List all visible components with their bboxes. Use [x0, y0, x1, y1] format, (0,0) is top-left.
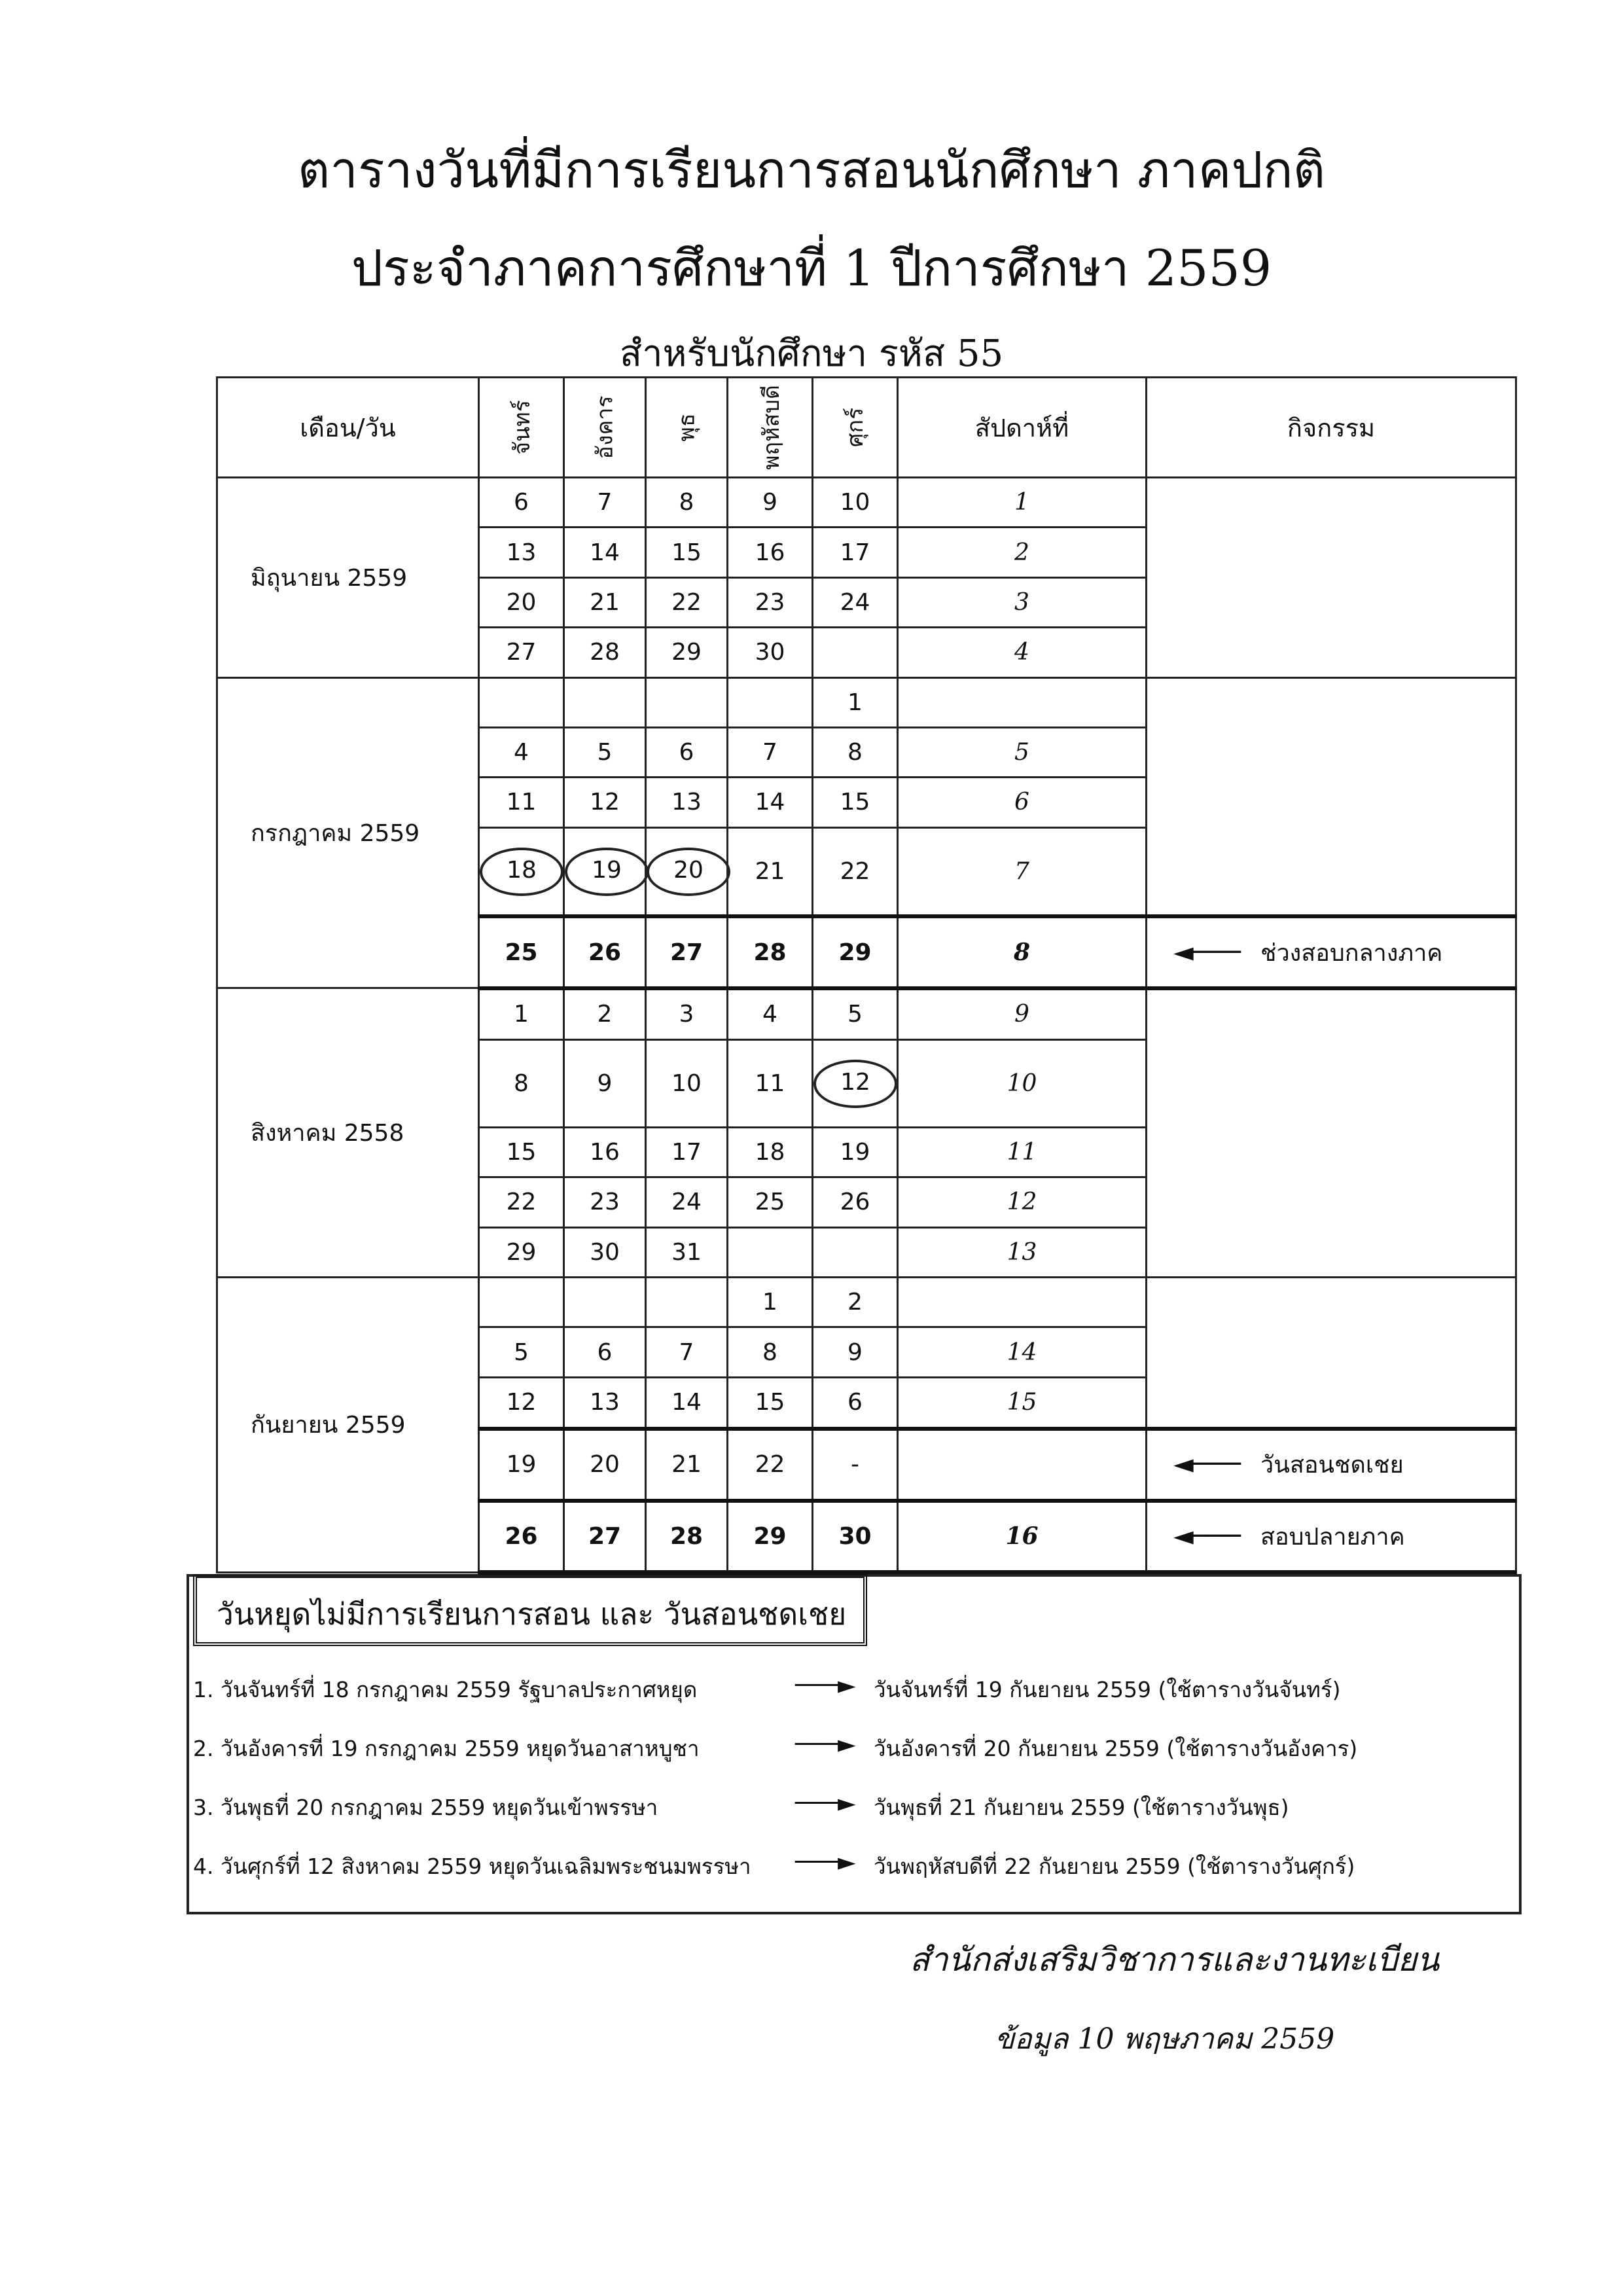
holiday-left: 4. วันศุกร์ที่ 12 สิงหาคม 2559 หยุดวันเฉลิมพระชนมพรรษา — [193, 1854, 751, 1879]
title-line-1: ตารางวันที่มีการเรียนการสอนนักศึกษา ภาคปกติ — [297, 141, 1326, 199]
month-june: มิถุนายน 2559 — [217, 478, 479, 678]
day-cell: 10 — [813, 478, 898, 528]
day-cell: 8 — [728, 1327, 813, 1377]
activity-cell — [1147, 1277, 1516, 1429]
title-line-3: สำหรับนักศึกษา รหัส 55 — [619, 332, 1004, 375]
week-cell: 10 — [898, 1040, 1147, 1128]
day-cell: 9 — [728, 478, 813, 528]
week-cell — [898, 1277, 1147, 1327]
week-cell — [898, 677, 1147, 727]
header-activity: กิจกรรม — [1147, 378, 1516, 478]
header-month-day: เดือน/วัน — [217, 378, 479, 478]
note-final: ◄─── สอบปลายภาค — [1147, 1501, 1516, 1572]
day-cell: 6 — [813, 1377, 898, 1429]
day-cell: 24 — [813, 577, 898, 627]
day-cell-circled: 12 — [813, 1040, 898, 1128]
holiday-right: วันอังคารที่ 20 กันยายน 2559 (ใช้ตารางวันอังคาร) — [874, 1736, 1358, 1761]
day-cell: 22 — [813, 827, 898, 916]
week-cell: 3 — [898, 577, 1147, 627]
day-cell: 28 — [564, 628, 646, 677]
table-row — [217, 478, 1516, 528]
week-cell: 4 — [898, 628, 1147, 677]
header-week: สัปดาห์ที่ — [898, 378, 1147, 478]
day-cell-circled: 20 — [646, 827, 728, 916]
holiday-left: 3. วันพุธที่ 20 กรกฎาคม 2559 หยุดวันเข้าพรรษา — [193, 1795, 658, 1820]
day-cell: 28 — [728, 916, 813, 988]
title-line-2: ประจำภาคการศึกษาที่ 1 ปีการศึกษา 2559 — [351, 239, 1272, 297]
day-cell: 23 — [728, 577, 813, 627]
day-cell: 16 — [564, 1127, 646, 1177]
week-cell: 5 — [898, 727, 1147, 777]
day-cell — [479, 677, 564, 727]
day-cell: 12 — [564, 778, 646, 827]
day-cell: 29 — [813, 916, 898, 988]
day-cell: 2 — [813, 1277, 898, 1327]
day-cell: 5 — [479, 1327, 564, 1377]
arrow-right-icon: ───► — [795, 1731, 856, 1758]
day-cell: 14 — [564, 528, 646, 577]
day-cell: 9 — [564, 1040, 646, 1128]
day-cell: 23 — [564, 1177, 646, 1227]
header-tue: อังคาร — [564, 378, 646, 478]
day-cell: 17 — [813, 528, 898, 577]
holiday-title: วันหยุดไม่มีการเรียนการสอน และ วันสอนชดเชย — [193, 1574, 867, 1646]
day-cell: 15 — [479, 1127, 564, 1177]
arrow-left-icon: ◄─── — [1173, 1449, 1241, 1480]
day-cell: 4 — [479, 727, 564, 777]
day-cell: 13 — [564, 1377, 646, 1429]
day-cell: 1 — [728, 1277, 813, 1327]
table-row — [217, 988, 1516, 1040]
day-cell: 7 — [728, 727, 813, 777]
day-cell: 29 — [728, 1501, 813, 1572]
week-cell: 1 — [898, 478, 1147, 528]
month-august: สิงหาคม 2558 — [217, 988, 479, 1278]
day-cell: 27 — [564, 1501, 646, 1572]
day-cell: 15 — [646, 528, 728, 577]
day-cell: 30 — [728, 628, 813, 677]
holiday-right: วันพฤหัสบดีที่ 22 กันยายน 2559 (ใช้ตารางวันศุกร์) — [874, 1854, 1355, 1879]
day-cell: 15 — [813, 778, 898, 827]
day-cell: 13 — [479, 528, 564, 577]
day-cell: 6 — [564, 1327, 646, 1377]
day-cell: 11 — [728, 1040, 813, 1128]
holiday-item — [193, 1849, 1515, 1921]
day-cell — [564, 677, 646, 727]
day-cell: 7 — [646, 1327, 728, 1377]
week-cell: 6 — [898, 778, 1147, 827]
day-cell: 11 — [479, 778, 564, 827]
day-cell: 7 — [564, 478, 646, 528]
day-cell: 26 — [564, 916, 646, 988]
header-row — [217, 378, 1516, 478]
note-midterm: ◄─── ช่วงสอบกลางภาค — [1147, 916, 1516, 988]
day-cell — [646, 677, 728, 727]
header-fri: ศุกร์ — [813, 378, 898, 478]
arrow-right-icon: ───► — [795, 1849, 856, 1876]
day-cell: 20 — [564, 1429, 646, 1500]
week-cell: 15 — [898, 1377, 1147, 1429]
day-cell: 20 — [479, 577, 564, 627]
day-cell: 16 — [728, 528, 813, 577]
holiday-left: 2. วันอังคารที่ 19 กรกฎาคม 2559 หยุดวันอาสาหบูชา — [193, 1736, 700, 1761]
day-cell: 5 — [813, 988, 898, 1040]
day-cell: 18 — [728, 1127, 813, 1177]
day-cell — [728, 1227, 813, 1277]
week-cell: 8 — [898, 916, 1147, 988]
day-cell-circled: 18 — [479, 827, 564, 916]
arrow-left-icon: ◄─── — [1173, 1520, 1241, 1551]
day-cell: 13 — [646, 778, 728, 827]
day-cell: 22 — [479, 1177, 564, 1227]
day-cell: 30 — [813, 1501, 898, 1572]
day-cell: 4 — [728, 988, 813, 1040]
day-cell: 8 — [646, 478, 728, 528]
holiday-right: วันพุธที่ 21 กันยายน 2559 (ใช้ตารางวันพุธ) — [874, 1795, 1289, 1820]
day-cell: 5 — [564, 727, 646, 777]
day-cell: 2 — [564, 988, 646, 1040]
day-cell: 10 — [646, 1040, 728, 1128]
day-cell: 28 — [646, 1501, 728, 1572]
day-cell: 31 — [646, 1227, 728, 1277]
day-cell: 30 — [564, 1227, 646, 1277]
day-cell: 17 — [646, 1127, 728, 1177]
activity-cell — [1147, 478, 1516, 678]
day-cell — [479, 1277, 564, 1327]
week-cell: 7 — [898, 827, 1147, 916]
day-cell: 8 — [813, 727, 898, 777]
header-mon: จันทร์ — [479, 378, 564, 478]
office-name: สำนักส่งเสริมวิชาการและงานทะเบียน — [910, 1941, 1440, 1979]
day-cell: 21 — [646, 1429, 728, 1500]
day-cell: 25 — [479, 916, 564, 988]
day-cell: 14 — [646, 1377, 728, 1429]
header-wed: พุธ — [646, 378, 728, 478]
table-row — [217, 677, 1516, 727]
day-cell: 3 — [646, 988, 728, 1040]
week-cell: 13 — [898, 1227, 1147, 1277]
day-cell: 8 — [479, 1040, 564, 1128]
day-cell: 26 — [813, 1177, 898, 1227]
table-row — [217, 1277, 1516, 1327]
month-september: กันยายน 2559 — [217, 1277, 479, 1572]
day-cell: 12 — [479, 1377, 564, 1429]
day-cell — [646, 1277, 728, 1327]
day-cell: 1 — [479, 988, 564, 1040]
week-cell: 16 — [898, 1501, 1147, 1572]
day-cell: 1 — [813, 677, 898, 727]
arrow-left-icon: ◄─── — [1173, 937, 1241, 967]
day-cell: 24 — [646, 1177, 728, 1227]
day-cell — [564, 1277, 646, 1327]
day-cell: 22 — [728, 1429, 813, 1500]
week-cell — [898, 1429, 1147, 1500]
day-cell: 22 — [646, 577, 728, 627]
activity-cell — [1147, 677, 1516, 916]
day-cell: 15 — [728, 1377, 813, 1429]
day-cell: 19 — [813, 1127, 898, 1177]
day-cell: 6 — [646, 727, 728, 777]
day-cell — [813, 1227, 898, 1277]
arrow-right-icon: ───► — [795, 1672, 856, 1699]
day-cell: 6 — [479, 478, 564, 528]
day-cell: 29 — [646, 628, 728, 677]
day-cell — [813, 628, 898, 677]
month-july: กรกฎาคม 2559 — [217, 677, 479, 988]
note-makeup: ◄─── วันสอนชดเชย — [1147, 1429, 1516, 1500]
header-thu: พฤหัสบดี — [728, 378, 813, 478]
schedule-table — [216, 376, 1517, 1574]
day-cell: 19 — [479, 1429, 564, 1500]
day-cell: 25 — [728, 1177, 813, 1227]
day-cell: 27 — [479, 628, 564, 677]
day-cell: 21 — [728, 827, 813, 916]
week-cell: 14 — [898, 1327, 1147, 1377]
day-cell-circled: 19 — [564, 827, 646, 916]
week-cell: 2 — [898, 528, 1147, 577]
day-cell — [728, 677, 813, 727]
day-cell: - — [813, 1429, 898, 1500]
day-cell: 29 — [479, 1227, 564, 1277]
activity-cell — [1147, 988, 1516, 1278]
day-cell: 9 — [813, 1327, 898, 1377]
arrow-right-icon: ───► — [795, 1790, 856, 1817]
week-cell: 11 — [898, 1127, 1147, 1177]
day-cell: 26 — [479, 1501, 564, 1572]
day-cell: 21 — [564, 577, 646, 627]
day-cell: 27 — [646, 916, 728, 988]
week-cell: 9 — [898, 988, 1147, 1040]
info-date: ข้อมูล 10 พฤษภาคม 2559 — [995, 2022, 1335, 2056]
holiday-left: 1. วันจันทร์ที่ 18 กรกฎาคม 2559 รัฐบาลประกาศหยุด — [193, 1677, 698, 1702]
week-cell: 12 — [898, 1177, 1147, 1227]
holiday-right: วันจันทร์ที่ 19 กันยายน 2559 (ใช้ตารางวันจันทร์) — [874, 1677, 1341, 1702]
day-cell: 14 — [728, 778, 813, 827]
